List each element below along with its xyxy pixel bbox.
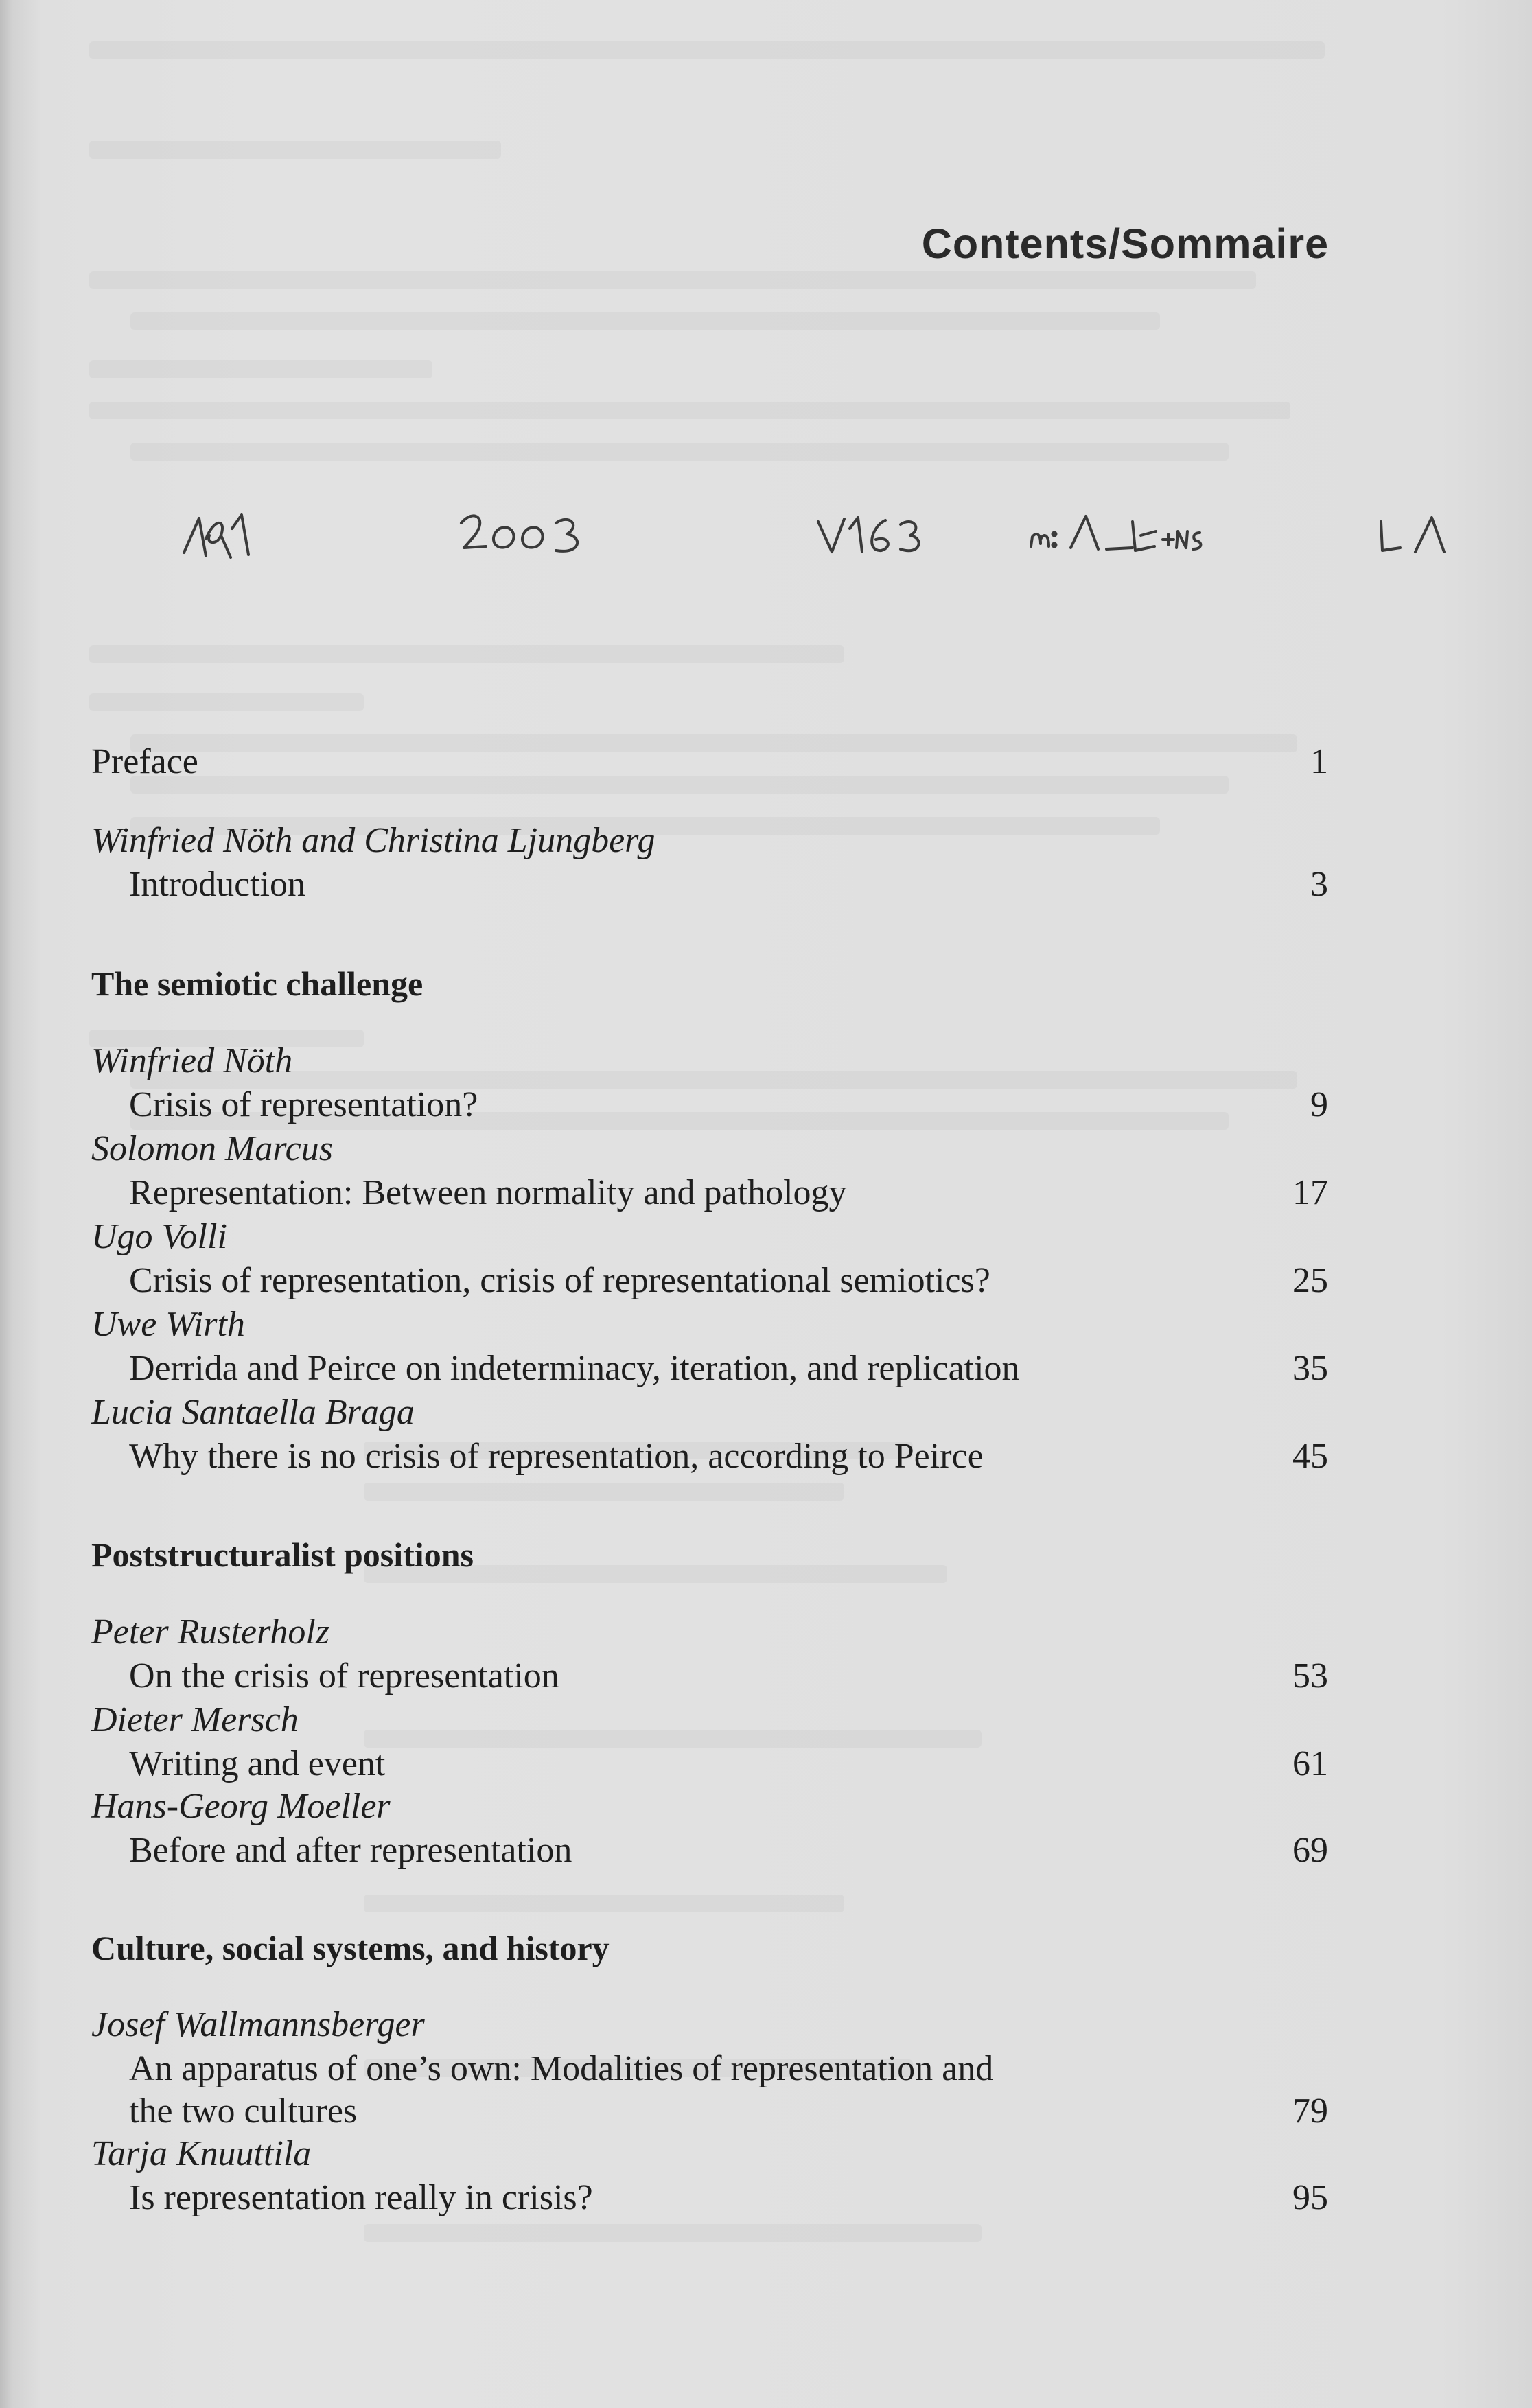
entry-author: Dieter Mersch: [91, 1700, 299, 1739]
page-number: 61: [1292, 1744, 1328, 1783]
page-number: 79: [1292, 2092, 1328, 2131]
entry-title: An apparatus of one’s own: Modalities of representation and: [129, 2049, 994, 2088]
entry-author: Winfried Nöth: [91, 1041, 293, 1080]
entry-title: Is representation really in crisis?: [129, 2178, 593, 2217]
entry-author: Hans-Georg Moeller: [91, 1787, 391, 1826]
page-number: 3: [1310, 865, 1328, 904]
page-heading: Contents/Sommaire: [921, 220, 1329, 267]
entry-title: Introduction: [129, 865, 306, 904]
entry-author: Winfried Nöth and Christina Ljungberg: [91, 821, 655, 860]
page-number: 45: [1292, 1437, 1328, 1476]
entry-title: Derrida and Peirce on indeterminacy, iteration, and replication: [129, 1349, 1020, 1388]
page-number: 25: [1292, 1261, 1328, 1300]
entry-title: Representation: Between normality and pathology: [129, 1173, 847, 1212]
section-heading: Poststructuralist positions: [91, 1536, 474, 1574]
entry-title: Crisis of representation?: [129, 1085, 478, 1124]
page-number: 17: [1292, 1173, 1328, 1212]
page-number: 69: [1292, 1831, 1328, 1870]
entry-author: Uwe Wirth: [91, 1305, 245, 1344]
section-heading: Culture, social systems, and history: [91, 1929, 610, 1967]
page-number: 53: [1292, 1656, 1328, 1695]
entry-author: Josef Wallmannsberger: [91, 2005, 425, 2044]
page-number: 1: [1310, 742, 1328, 781]
entry-author: Peter Rusterholz: [91, 1612, 330, 1652]
page-number: 9: [1310, 1085, 1328, 1124]
entry-title: Writing and event: [129, 1744, 386, 1783]
entry-author: Ugo Volli: [91, 1217, 227, 1256]
entry-author: Lucia Santaella Braga: [91, 1393, 415, 1432]
entry-title: Why there is no crisis of representation, according to Peirce: [129, 1437, 984, 1476]
section-heading: The semiotic challenge: [91, 964, 423, 1003]
entry-title: Crisis of representation, crisis of representational semiotics?: [129, 1261, 990, 1300]
entry-title: On the crisis of representation: [129, 1656, 559, 1695]
entry-author: Solomon Marcus: [91, 1129, 333, 1168]
entry-title: Preface: [91, 742, 198, 781]
entry-author: Tarja Knuuttila: [91, 2134, 312, 2173]
entry-title-continued: the two cultures: [129, 2092, 358, 2131]
entry-title: Before and after representation: [129, 1831, 572, 1870]
page-number: 95: [1292, 2178, 1328, 2217]
page-number: 35: [1292, 1349, 1328, 1388]
